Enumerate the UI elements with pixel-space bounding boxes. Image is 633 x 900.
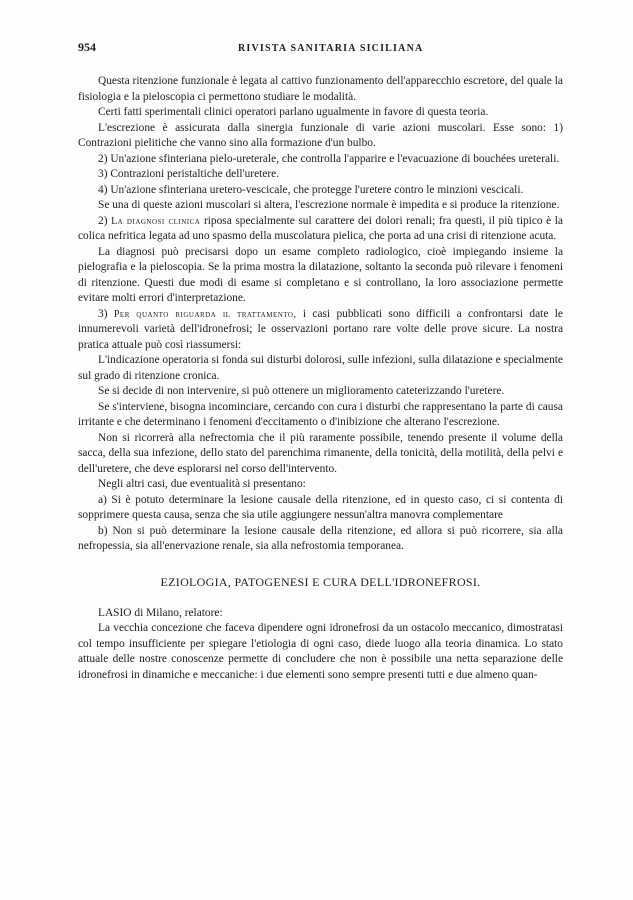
paragraph: Se una di queste azioni muscolari si altera, l'escrezione normale è impedita e si produce la ritenzione. [98,199,560,211]
paragraph: Se si decide di non intervenire, si può ottenere un miglioramento cateterizzando l'uretere. [98,385,505,397]
paragraph: LASIO di Milano, relatore: [98,606,223,619]
paragraph: Questa ritenzione funzionale è legata al cattivo funzionamento dell'apparecchio escretore, del quale la fisiologia e la pieloscopia ci permettono studiare le modalità. [78,75,563,103]
paragraph: a) Si è potuto determinare la lesione causale della ritenzione, ed in questo caso, ci si contenta di sopprimere questa causa, senza che sia utile aggiungere nessun'altra manovra complementare [78,493,563,521]
item-number: 2) [98,214,108,227]
paragraph: L'escrezione è assicurata dalla sinergia funzionale di varie azioni muscolari. Esse sono: 1) Contrazioni pielitiche che vanno sino alla formazione d'un bulbo. [78,121,563,149]
paragraph: La diagnosi può precisarsi dopo un esame completo radiologico, cioè impiegando insieme la pielografia e la pieloscopia. Se la prima mostra la dilatazione, soltanto la seconda può rilevare i fenomeni di ritenzione. Questi due modi di esame si completano e si controllano, la loro associazione permette evitare molti errori d'interpretazione. [78,245,563,304]
paragraph: Non si ricorrerà alla nefrectomia che il più raramente possibile, tenendo presente il volume della sacca, della sua infezione, dello stato del parenchima rimanente, della tonicità, della motilità, della pelvi e dell'uretere, che deve esplorarsi nel corso dell'intervento. [78,431,563,475]
paragraph: Certi fatti sperimentali clinici operatori parlano ugualmente in favore di questa teoria. [98,106,489,118]
paragraph: 2) Un'azione sfinteriana pielo-ureterale, che controlla l'apparire e l'evacuazione di bouchées ureterali. [98,152,560,165]
paragraph: L'indicazione operatoria si fonda sui disturbi dolorosi, sulle infezioni, sulla dilatazione e specialmente sul grado di ritenzione cronica. [78,354,563,382]
running-title: RIVISTA SANITARIA SICILIANA [238,43,424,54]
item-number: 3) [98,307,108,320]
paragraph: 4) Un'azione sfinteriana uretero-vescicale, che protegge l'uretere contro le minzioni vescicali. [98,183,524,196]
section-heading: EZIOLOGIA, PATOGENESI E CURA DELL'IDRONEFROSI. [160,574,481,589]
paragraph-trattamento [78,307,563,354]
page-header [78,40,563,58]
paragraph: 3) Contrazioni peristaltiche dell'uretere. [98,168,280,180]
paragraph-rest: riposa specialmente sul carattere dei dolori renali; fra questi, il più tipico è la colica nefritica legata ad uno spasmo della muscolatura pielica, che porta ad una crisi di ritenzione acuta. [78,214,563,242]
paragraph: Se s'interviene, bisogna incominciare, cercando con cura i disturbi che rappresentano la parte di causa irritante e che determinano i fenomeni d'eccitamento o d'inibizione che alterano l'escrezione. [78,400,563,428]
small-caps-lead: La diagnosi clinica [111,215,201,227]
paragraph: La vecchia concezione che faceva dipendere ogni idronefrosi da un ostacolo meccanico, dimostratasi col tempo insufficiente per spiegare l'etiologia di ogni caso, diede luogo alla teoria dinamica. Lo stato attuale delle nostre conoscenze permette di concludere che non è possibile una netta separazione delle idronefrosi in dinamiche e meccaniche: i due elementi sono sempre presenti tutti e due almeno quan- [78,622,563,681]
paragraph-diagnosi [78,214,563,245]
paragraph-rest: i casi pubblicati sono difficili a confrontarsi date le innumerevoli varietà dell'idronefrosi; le osservazioni portano rare volte delle prove sicure. La nostra pratica attuale può così riassumersi: [78,307,563,351]
page-number: 954 [78,40,96,54]
paragraph: Negli altri casi, due eventualità si presentano: [98,478,306,490]
article-body [78,74,563,683]
paragraph: b) Non si può determinare la lesione causale della ritenzione, ed allora si può ricorrere, sia alla nefropessia, sia all'enervazione renale, sia alla nefrostomia temporanea. [78,524,563,552]
small-caps-lead: Per quanto riguarda il trattamento, [113,308,297,320]
